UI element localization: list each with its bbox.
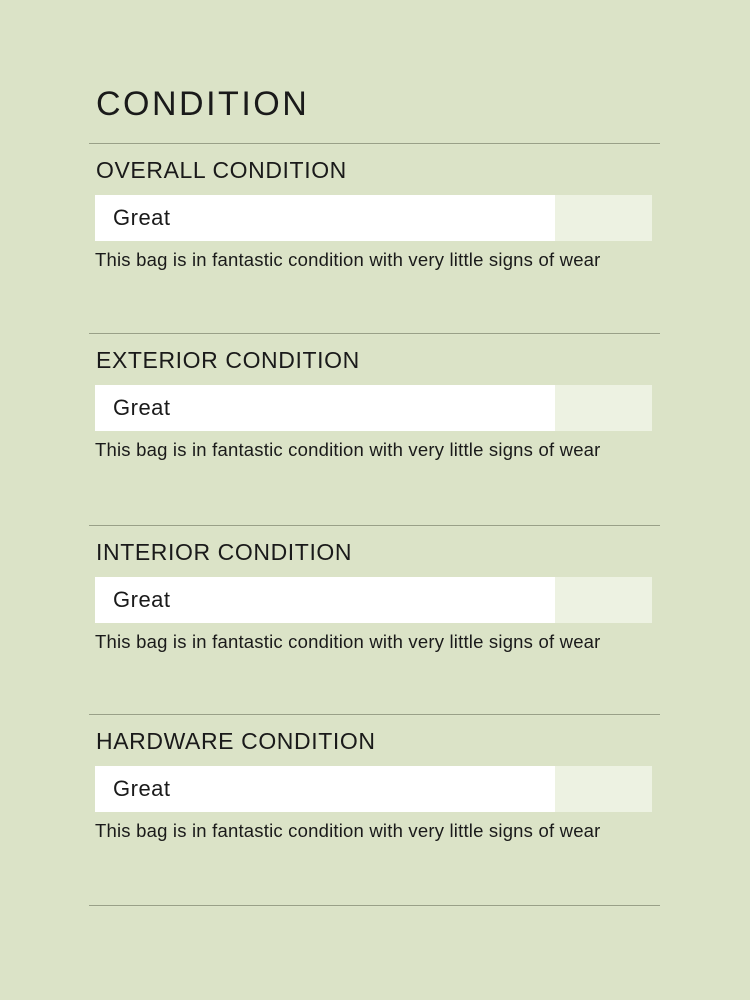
condition-meter xyxy=(95,195,652,241)
condition-value: Great xyxy=(113,587,171,612)
section-label: HARDWARE CONDITION xyxy=(96,728,376,754)
page-title: CONDITION xyxy=(96,85,310,123)
divider xyxy=(89,905,660,907)
condition-section-interior xyxy=(89,525,660,654)
condition-description: This bag is in fantastic condition with very little signs of wear xyxy=(95,249,601,270)
section-label: EXTERIOR CONDITION xyxy=(96,347,360,373)
condition-meter-fill xyxy=(95,577,555,623)
divider xyxy=(89,714,660,716)
condition-description: This bag is in fantastic condition with very little signs of wear xyxy=(95,820,601,841)
condition-meter xyxy=(95,385,652,431)
section-label: OVERALL CONDITION xyxy=(96,157,347,183)
condition-section-overall xyxy=(89,143,660,272)
condition-value: Great xyxy=(113,776,171,801)
condition-value: Great xyxy=(113,395,171,420)
condition-meter xyxy=(95,766,652,812)
divider xyxy=(89,333,660,335)
condition-description: This bag is in fantastic condition with very little signs of wear xyxy=(95,439,601,460)
condition-meter-fill xyxy=(95,766,555,812)
section-label: INTERIOR CONDITION xyxy=(96,539,353,565)
condition-section-exterior xyxy=(89,333,660,462)
condition-meter-fill xyxy=(95,195,555,241)
condition-value: Great xyxy=(113,205,171,230)
condition-meter-fill xyxy=(95,385,555,431)
divider xyxy=(89,525,660,527)
condition-meter xyxy=(95,577,652,623)
condition-section-hardware xyxy=(89,714,660,843)
condition-description: This bag is in fantastic condition with very little signs of wear xyxy=(95,631,601,652)
